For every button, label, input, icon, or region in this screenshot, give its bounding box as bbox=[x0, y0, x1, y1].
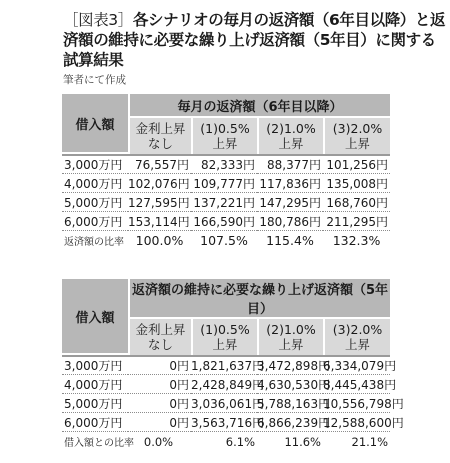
table-cell: 6,334,079円 bbox=[323, 355, 390, 375]
table-row bbox=[62, 212, 390, 231]
table-cell: 3,563,716円 bbox=[191, 413, 257, 432]
row-label: 4,000万円 bbox=[62, 174, 128, 193]
ratio-cell: 132.3% bbox=[332, 233, 381, 248]
table-cell: 6,866,239円 bbox=[257, 413, 323, 432]
monthly-payment-header: 毎月の返済額（6年目以降） bbox=[128, 94, 390, 116]
table-cell: 117,836円 bbox=[257, 174, 323, 193]
table-cell: 147,295円 bbox=[257, 193, 323, 212]
table-cell: 4,630,530円 bbox=[257, 375, 323, 394]
figure-tag: ［図表3］ bbox=[63, 11, 133, 29]
row-label: 3,000万円 bbox=[62, 154, 128, 174]
table-cell: 3,472,898円 bbox=[257, 355, 323, 375]
table-cell: 109,777円 bbox=[191, 174, 257, 193]
ratio-cell: 21.1% bbox=[351, 434, 389, 449]
table-cell: 0円 bbox=[128, 394, 191, 413]
table-cell: 76,557円 bbox=[128, 154, 191, 174]
ratio-cell: 6.1% bbox=[225, 434, 255, 449]
table-row bbox=[62, 193, 390, 212]
ratio-cell: 107.5% bbox=[200, 233, 248, 248]
scenario-header: 金利上昇 なし bbox=[128, 317, 191, 355]
row-label: 3,000万円 bbox=[62, 355, 128, 375]
prepayment-header: 返済額の維持に必要な繰り上げ返済額（5年目） bbox=[128, 279, 390, 317]
table-row bbox=[62, 174, 390, 193]
table-cell: 10,556,798円 bbox=[323, 394, 390, 413]
table-cell: 0円 bbox=[128, 413, 191, 432]
table-cell: 88,377円 bbox=[257, 154, 323, 174]
table-row bbox=[62, 375, 390, 394]
ratio-label: 借入額との比率 bbox=[64, 438, 134, 449]
row-label: 6,000万円 bbox=[62, 413, 128, 432]
table-cell: 127,595円 bbox=[128, 193, 191, 212]
ratio-row bbox=[62, 231, 390, 250]
table-cell: 180,786円 bbox=[257, 212, 323, 231]
table-cell: 102,076円 bbox=[128, 174, 191, 193]
table-cell: 5,788,163円 bbox=[257, 394, 323, 413]
ratio-cell: 100.0% bbox=[135, 233, 184, 248]
figure-title-text: 各シナリオの毎月の返済額（6年目以降）と返済額の維持に必要な繰り上げ返済額（5年目）に関する試算結果 bbox=[63, 11, 446, 69]
table-row bbox=[62, 413, 390, 432]
table-cell: 3,036,061円 bbox=[191, 394, 257, 413]
table-cell: 0円 bbox=[128, 355, 191, 375]
table-cell: 2,428,849円 bbox=[191, 375, 257, 394]
table-cell: 0円 bbox=[128, 375, 191, 394]
figure-title bbox=[63, 10, 448, 70]
table-cell: 1,821,637円 bbox=[191, 355, 257, 375]
table-cell: 135,008円 bbox=[323, 174, 390, 193]
ratio-cell: 11.6% bbox=[284, 434, 321, 449]
scenario-header: 金利上昇 なし bbox=[128, 116, 191, 154]
scenario-header: (2)1.0% 上昇 bbox=[257, 116, 323, 154]
scenario-header: (1)0.5% 上昇 bbox=[191, 317, 257, 355]
row-label: 5,000万円 bbox=[62, 394, 128, 413]
scenario-header: (3)2.0% 上昇 bbox=[323, 116, 390, 154]
table-cell: 166,590円 bbox=[191, 212, 257, 231]
table-cell: 101,256円 bbox=[323, 154, 390, 174]
ratio-label: 返済額の比率 bbox=[64, 237, 124, 248]
table-cell: 168,760円 bbox=[323, 193, 390, 212]
monthly-payment-table bbox=[62, 94, 390, 250]
table-cell: 211,295円 bbox=[323, 212, 390, 231]
table-cell: 12,588,600円 bbox=[323, 413, 390, 432]
table-row bbox=[62, 154, 390, 174]
scenario-header: (3)2.0% 上昇 bbox=[323, 317, 390, 355]
loan-amount-header: 借入額 bbox=[62, 279, 128, 355]
ratio-row bbox=[62, 432, 390, 451]
table-cell: 137,221円 bbox=[191, 193, 257, 212]
row-label: 4,000万円 bbox=[62, 375, 128, 394]
scenario-header: (1)0.5% 上昇 bbox=[191, 116, 257, 154]
table-cell: 153,114円 bbox=[128, 212, 191, 231]
ratio-cell: 115.4% bbox=[266, 233, 314, 248]
row-label: 6,000万円 bbox=[62, 212, 128, 231]
table-row bbox=[62, 394, 390, 413]
table-cell: 82,333円 bbox=[191, 154, 257, 174]
loan-amount-header: 借入額 bbox=[62, 94, 128, 154]
table-cell: 8,445,438円 bbox=[323, 375, 390, 394]
prepayment-table bbox=[62, 279, 404, 451]
table-row bbox=[62, 355, 390, 375]
row-label: 5,000万円 bbox=[62, 193, 128, 212]
source-note: 筆者にて作成 bbox=[63, 74, 126, 86]
scenario-header: (2)1.0% 上昇 bbox=[257, 317, 323, 355]
ratio-cell: 0.0% bbox=[143, 434, 174, 449]
